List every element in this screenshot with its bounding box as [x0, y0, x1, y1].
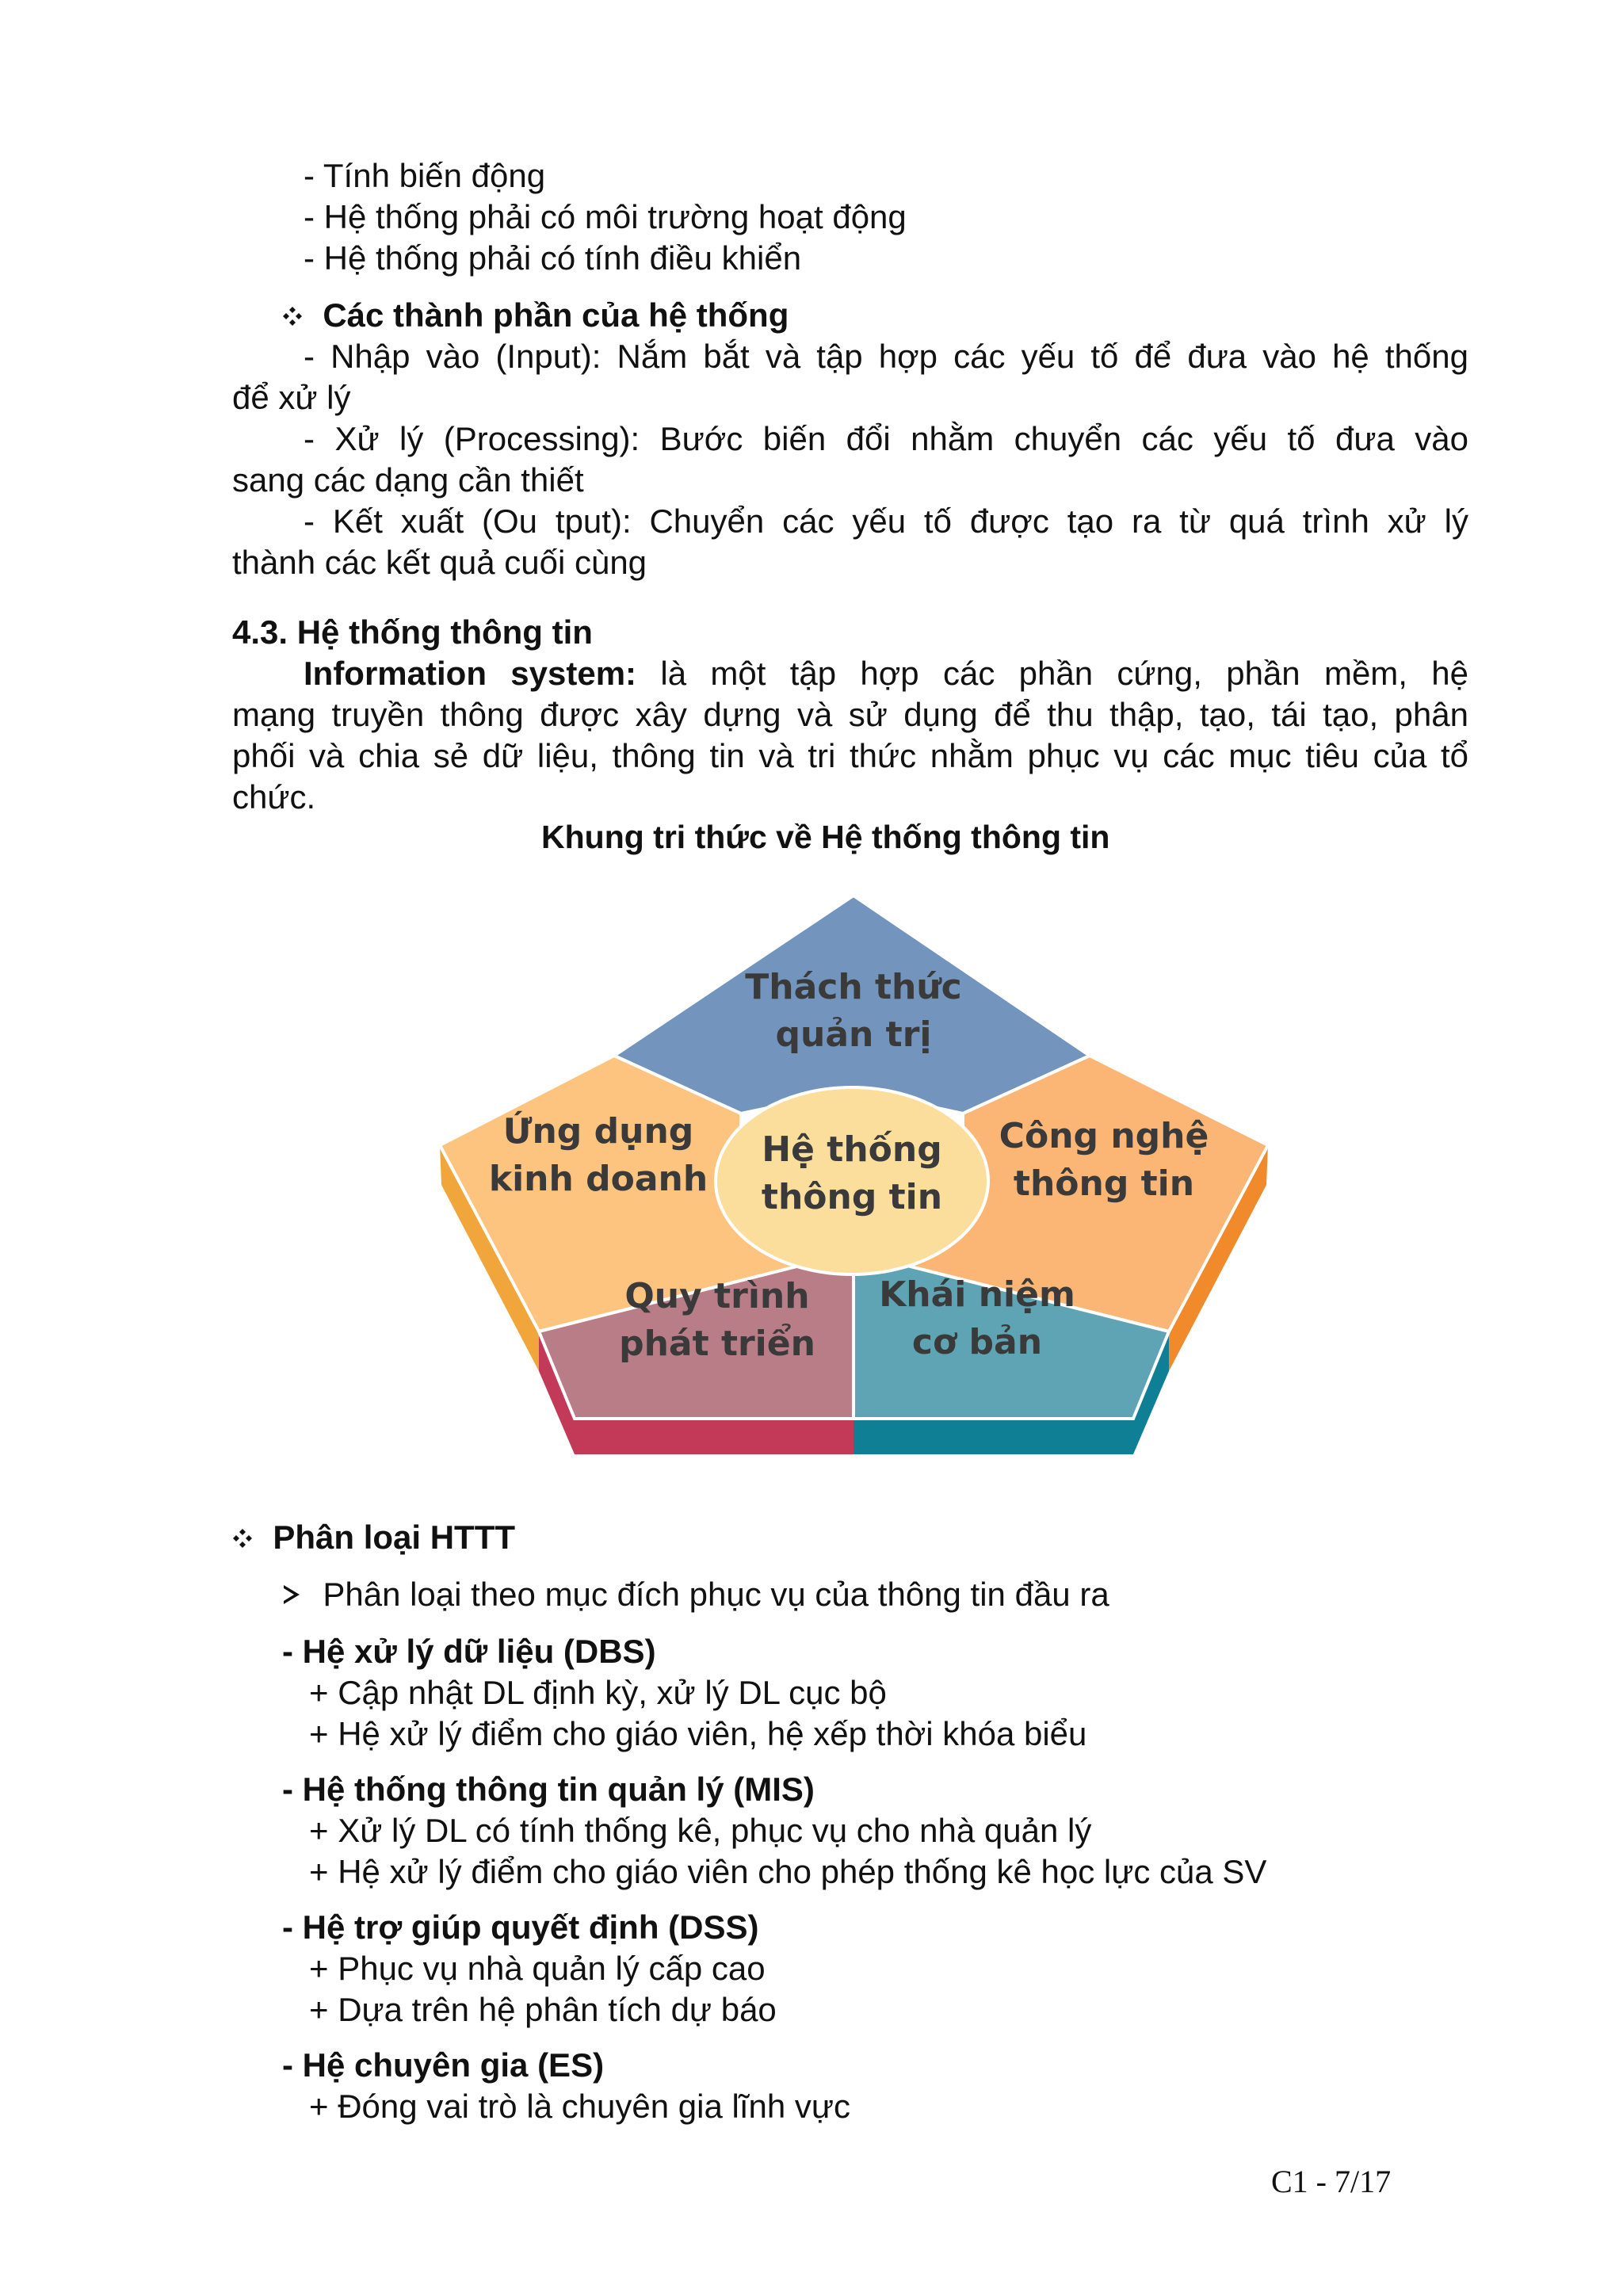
component-item-processing	[232, 418, 1468, 460]
knowledge-framework-diagram	[440, 888, 1268, 1466]
group-dss-item-1: + Phục vụ nhà quản lý cấp cao	[309, 1950, 766, 1987]
component-item-processing-line1: - Xử lý (Processing): Bước biến đổi nhằm chuyển các yếu tố đưa vào	[304, 420, 1468, 457]
components-heading	[282, 295, 789, 336]
definition-line-4: chức.	[232, 778, 316, 816]
page-number: C1 - 7/17	[1271, 2164, 1392, 2199]
label-bottom-left-1: Quy trình	[624, 1276, 810, 1316]
classification-heading-text: Phân loại HTTT	[273, 1519, 516, 1556]
label-left-2: kinh doanh	[488, 1159, 708, 1199]
group-mis-item-1: + Xử lý DL có tính thống kê, phục vụ cho nhà quản lý	[309, 1812, 1092, 1849]
intro-bullet-1: - Tính biến động	[304, 157, 546, 194]
group-es-title: - Hệ chuyên gia (ES)	[282, 2046, 605, 2084]
component-item-output-line1: - Kết xuất (Ou tput): Chuyển các yếu tố được tạo ra từ quá trình xử lý	[304, 502, 1468, 540]
group-dss-item-2: + Dựa trên hệ phân tích dự báo	[309, 1991, 777, 2028]
intro-bullet-3: - Hệ thống phải có tính điều khiển	[304, 239, 802, 277]
diamond-dots-icon	[282, 295, 304, 336]
definition-line-1	[232, 653, 1468, 694]
classification-subheading	[282, 1574, 1109, 1615]
label-top-1: Thách thức	[745, 967, 962, 1007]
group-dbs-item-1: + Cập nhật DL định kỳ, xử lý DL cục bộ	[309, 1674, 887, 1711]
diamond-dots-icon	[232, 1517, 254, 1558]
label-top-2: quản trị	[775, 1014, 932, 1055]
classification-heading	[232, 1517, 515, 1558]
group-es-item-1: + Đóng vai trò là chuyên gia lĩnh vực	[309, 2088, 850, 2125]
label-left-1: Ứng dụng	[502, 1111, 694, 1152]
label-bottom-right-1: Khái niệm	[879, 1274, 1075, 1315]
definition-term: Information system:	[304, 655, 637, 692]
label-bottom-left-2: phát triển	[619, 1324, 815, 1364]
definition-paragraph	[232, 653, 1468, 777]
definition-line-1-text: là một tập hợp các phần cứng, phần mềm, hệ	[636, 655, 1468, 692]
group-mis-title: - Hệ thống thông tin quản lý (MIS)	[282, 1771, 815, 1808]
group-dss-title: - Hệ trợ giúp quyết định (DSS)	[282, 1908, 759, 1946]
component-item-input	[232, 336, 1468, 377]
component-item-input-line1: - Nhập vào (Input): Nắm bắt và tập hợp các yếu tố để đưa vào hệ thống	[304, 338, 1468, 375]
arrow-right-icon	[282, 1574, 304, 1615]
section-heading: 4.3. Hệ thống thông tin	[232, 613, 593, 651]
label-right-2: thông tin	[1013, 1163, 1195, 1204]
group-mis-item-2: + Hệ xử lý điểm cho giáo viên cho phép thống kê học lực của SV	[309, 1853, 1267, 1890]
component-item-output	[232, 501, 1468, 542]
component-item-input-line2: để xử lý	[232, 379, 351, 416]
classification-subheading-text: Phân loại theo mục đích phục vụ của thông tin đầu ra	[323, 1576, 1109, 1613]
group-dbs-item-2: + Hệ xử lý điểm cho giáo viên, hệ xếp thời khóa biểu	[309, 1715, 1087, 1752]
definition-line-2: mạng truyền thông được xây dựng và sử dụng để thu thập, tạo, tái tạo, phân	[232, 696, 1468, 733]
definition-line-3: phối và chia sẻ dữ liệu, thông tin và tri thức nhằm phục vụ các mục tiêu của tổ	[232, 737, 1468, 774]
intro-bullet-2: - Hệ thống phải có môi trường hoạt động	[304, 198, 907, 235]
component-item-output-line2: thành các kết quả cuối cùng	[232, 544, 647, 581]
diagram-title: Khung tri thức về Hệ thống thông tin	[541, 819, 1110, 855]
label-right-1: Công nghệ	[999, 1116, 1209, 1156]
component-item-processing-line2: sang các dạng cần thiết	[232, 461, 584, 499]
label-center-2: thông tin	[761, 1177, 943, 1217]
label-center-1: Hệ thống	[762, 1129, 942, 1170]
components-heading-text: Các thành phần của hệ thống	[323, 296, 789, 334]
group-dbs-title: - Hệ xử lý dữ liệu (DBS)	[282, 1633, 656, 1670]
label-bottom-right-2: cơ bản	[911, 1322, 1043, 1362]
